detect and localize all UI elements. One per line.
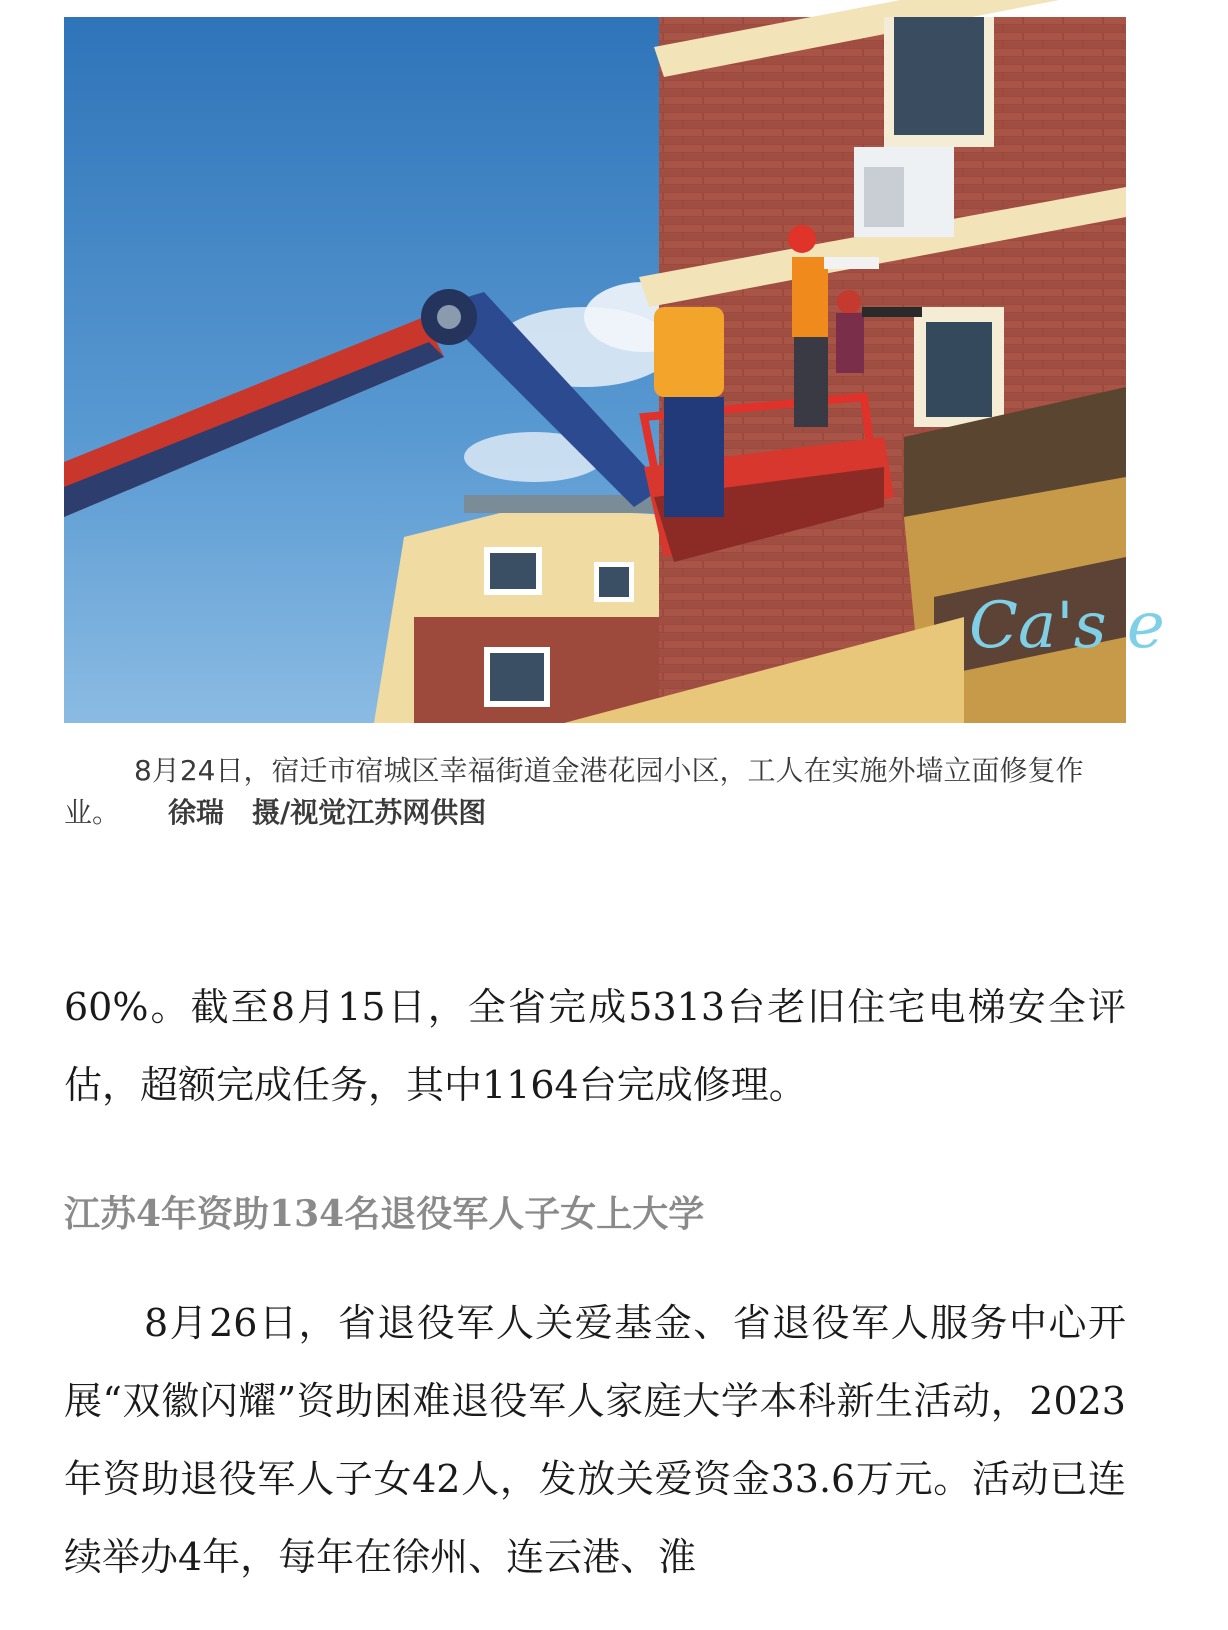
photo-credit: 徐瑞 摄/视觉江苏网供图 (168, 796, 487, 829)
photo-illustration (64, 17, 1165, 723)
article-photo (64, 17, 1165, 723)
section-heading: 江苏4年资助134名退役军人子女上大学 (64, 1193, 705, 1235)
caption-text: 8月24日，宿迁市宿城区幸福街道金港花园小区，工人在实施外墙立面修复作业。 (64, 754, 1084, 829)
photo-caption (64, 750, 1126, 834)
paragraph-2-text: 8月26日，省退役军人关爱基金、省退役军人服务中心开展“双徽闪耀”资助困难退役军人家庭大学本科新生活动，2023年资助退役军人子女42人，发放关爱资金33.6万元。活动已连续举办4年，每年在徐州、连云港、淮 (64, 1301, 1126, 1579)
article-paragraph-2 (64, 1284, 1126, 1596)
shop-sign-text: Ca's e (969, 589, 1165, 663)
article-paragraph-1: 60%。截至8月15日，全省完成5313台老旧住宅电梯安全评估，超额完成任务，其中1164台完成修理。 (64, 985, 1126, 1107)
